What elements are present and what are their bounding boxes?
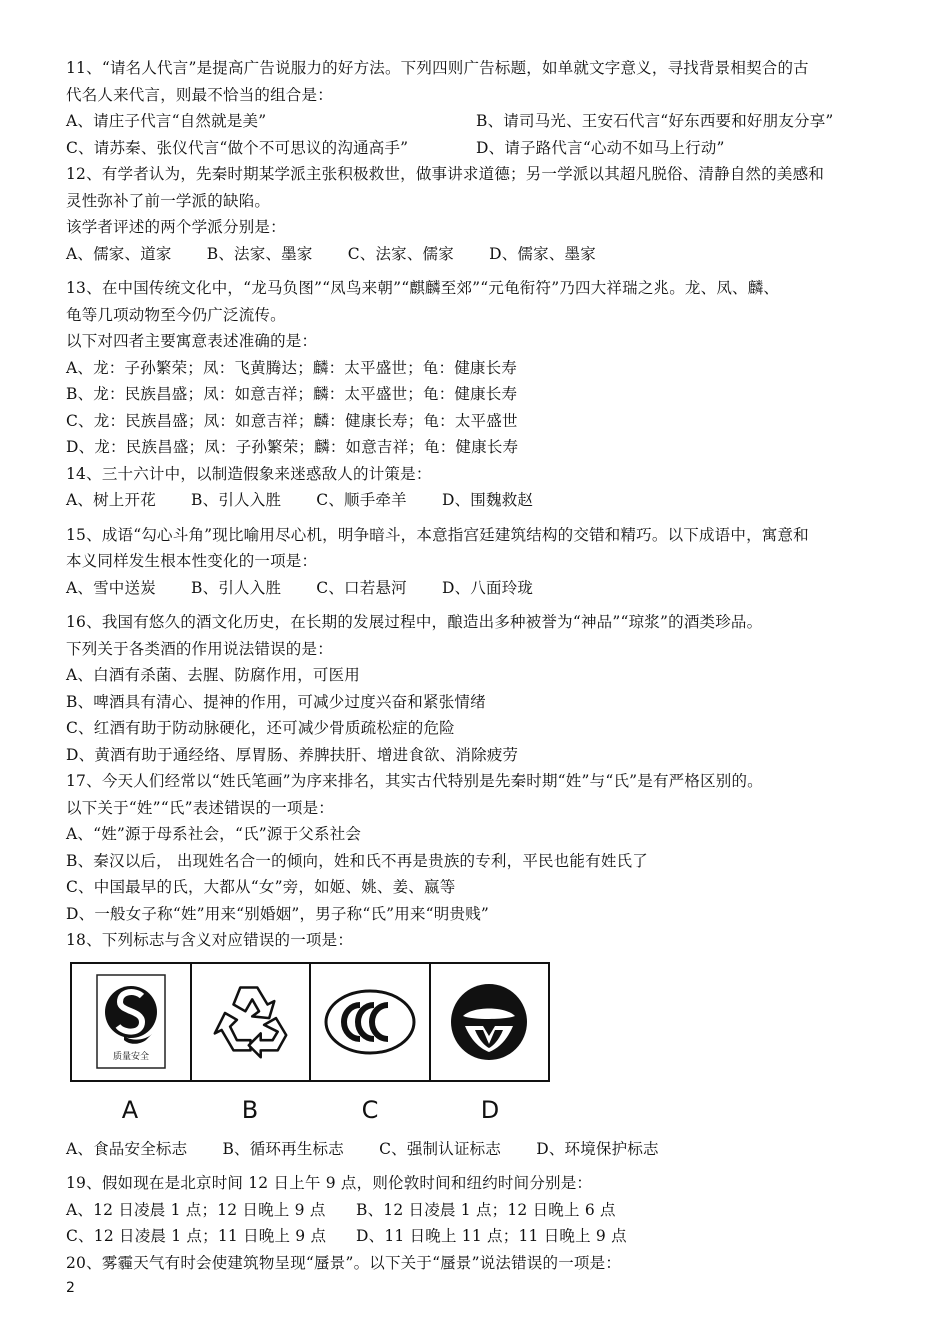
question-19 [66,1170,886,1250]
sign-cell-d [431,964,549,1080]
option-a: A、白酒有杀菌、去腥、防腐作用，可医用 [66,666,360,684]
option-d: D、11 日晚上 11 点；11 日晚上 9 点 [356,1227,627,1245]
question-text: 龟等几项动物至今仍广泛流传。 [66,305,286,324]
option-a: A、龙：子孙繁荣；凤：飞黄腾达；麟：太平盛世；龟：健康长寿 [66,358,517,377]
qs-quality-safety-icon [96,974,166,1069]
option-a: A、食品安全标志 [66,1139,188,1158]
exam-page [66,55,886,1276]
question-18 [66,927,886,1162]
question-prompt: 以下对四者主要寓意表述准确的是： [66,332,318,350]
option-a: A、雪中送炭 [66,578,156,597]
option-a: A、树上开花 [66,491,156,509]
option-b: B、秦汉以后， 出现姓名合一的倾向，姓和氏不再是贵族的专利，平民也能有姓氏了 [66,851,648,870]
question-text: 16、我国有悠久的酒文化历史，在长期的发展过程中，酿造出多种被誉为“神品”“琼浆”的酒类珍品。 [66,613,763,631]
question-text: 18、下列标志与含义对应错误的一项是： [66,931,354,949]
ccc-certification-icon [322,987,418,1057]
option-c: C、红酒有助于防动脉硬化，还可减少骨质疏松症的危险 [66,719,455,737]
question-17 [66,768,886,927]
question-text: 本义同样发生根本性变化的一项是： [66,552,318,570]
question-20 [66,1250,886,1277]
option-b: B、啤酒具有清心、提神的作用，可减少过度兴奋和紧张情绪 [66,692,486,711]
option-a: A、“姓”源于母系社会，“氏”源于父系社会 [66,825,362,843]
question-text: 11、“请名人代言”是提高广告说服力的好方法。下列四则广告标题，如单就文字意义，寻找背景相契合的古 [66,59,809,77]
option-a: A、请庄子代言“自然就是美” [66,112,267,130]
option-c: C、龙：民族昌盛；凤：如意吉祥；麟：健康长寿；龟：太平盛世 [66,411,518,430]
recycle-icon [208,979,293,1064]
option-a: A、12 日凌晨 1 点；12 日晚上 9 点 [66,1200,326,1219]
sign-label-b: B [241,1095,259,1124]
option-d: D、一般女子称“姓”用来“别婚姻”，男子称“氏”用来“明贵贱” [66,904,490,923]
option-c: C、请苏秦、张仪代言“做个不可思议的沟通高手” [66,138,409,157]
option-b: B、引人入胜 [191,491,282,509]
sign-table [70,962,550,1082]
page-number: 2 [66,1280,75,1296]
sign-label-a: A [121,1095,139,1124]
question-text: 19、假如现在是北京时间 12 日上午 9 点，则伦敦时间和纽约时间分别是： [66,1174,593,1192]
option-c: C、12 日凌晨 1 点；11 日晚上 9 点 [66,1227,327,1245]
sign-cell-a [72,964,192,1080]
option-c: C、中国最早的氏，大都从“女”旁，如姬、姚、姜、嬴等 [66,878,456,896]
question-15 [66,522,886,602]
question-14 [66,461,886,514]
option-d: D、请子路代言“心动不如马上行动” [476,138,725,157]
option-b: B、龙：民族昌盛；凤：如意吉祥；麟：太平盛世；龟：健康长寿 [66,385,518,403]
option-b: B、法家、墨家 [206,244,313,263]
option-c: C、法家、儒家 [347,244,454,263]
question-text: 灵性弥补了前一学派的缺陷。 [66,191,271,210]
question-text: 13、在中国传统文化中，“龙马负图”“凤鸟来朝”“麒麟至郊”“元龟衔符”乃四大祥瑞之兆。龙、凤、麟、 [66,279,780,297]
question-text: 12、有学者认为，先秦时期某学派主张积极救世，做事讲求道德；另一学派以其超凡脱俗、清静自然的美感和 [66,165,825,183]
option-b: B、引人入胜 [191,578,282,597]
question-11 [66,55,886,161]
option-b: B、循环再生标志 [222,1139,344,1158]
question-text: 代名人来代言，则最不恰当的组合是： [66,85,333,104]
green-food-icon [449,982,529,1062]
option-d: D、八面玲珑 [441,578,534,597]
sign-cell-c [311,964,431,1080]
question-prompt: 该学者评述的两个学派分别是： [66,218,286,236]
question-16 [66,609,886,768]
option-d: D、环境保护标志 [536,1139,659,1158]
question-prompt: 以下关于“姓”“氏”表述错误的一项是： [66,798,334,817]
question-text: 20、雾霾天气有时会使建筑物呈现“蜃景”。以下关于“蜃景”说法错误的一项是： [66,1253,622,1272]
option-b: B、请司马光、王安石代言“好东西要和好朋友分享” [476,112,834,130]
option-b: B、12 日凌晨 1 点；12 日晚上 6 点 [356,1200,616,1219]
question-12 [66,161,886,267]
option-c: C、强制认证标志 [379,1139,502,1158]
question-text: 14、三十六计中，以制造假象来迷惑敌人的计策是： [66,464,432,483]
sign-labels [70,1096,550,1136]
option-a: A、儒家、道家 [66,244,172,263]
option-d: D、龙：民族昌盛；凤：子孙繁荣；麟：如意吉祥；龟：健康长寿 [66,438,519,456]
option-c: C、口若悬河 [316,578,407,597]
option-d: D、儒家、墨家 [489,244,596,263]
option-d: D、黄酒有助于通经络、厚胃肠、养脾扶肝、增进食欲、消除疲劳 [66,745,519,764]
question-text: 17、今天人们经常以“姓氏笔画”为序来排名，其实古代特别是先秦时期“姓”与“氏”是有严格区别的。 [66,772,763,790]
sign-label-d: D [480,1095,500,1124]
question-prompt: 下列关于各类酒的作用说法错误的是： [66,639,333,658]
sign-label-c: C [361,1095,379,1124]
option-c: C、顺手牵羊 [316,491,407,509]
option-d: D、围魏救赵 [441,491,534,509]
question-13 [66,275,886,461]
question-text: 15、成语“勾心斗角”现比喻用尽心机，明争暗斗，本意指宫廷建筑结构的交错和精巧。以下成语中，寓意和 [66,525,809,544]
svg-text:质量安全: 质量安全 [112,1052,149,1062]
sign-cell-b [192,964,312,1080]
